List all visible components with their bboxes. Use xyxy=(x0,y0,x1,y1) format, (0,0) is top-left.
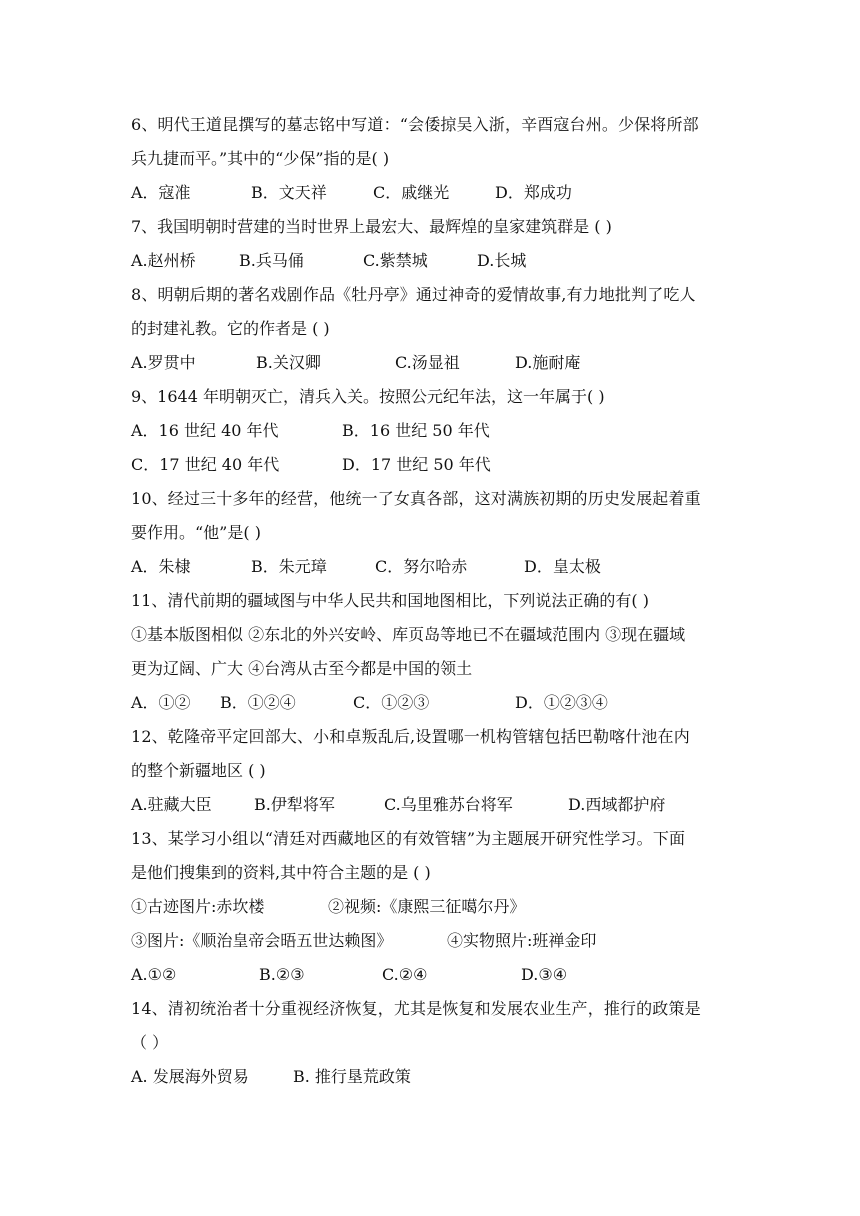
question-14-line-1: 14、清初统治者十分重视经济恢复，尤其是恢复和发展农业生产，推行的政策是 xyxy=(131,999,701,1018)
question-10-line-2: 要作用。“他”是( ) xyxy=(131,523,261,542)
option-d[interactable]: D.长城 xyxy=(477,251,527,270)
option-c[interactable]: C．努尔哈赤 xyxy=(375,557,468,576)
question-6-line-2: 兵九捷而平。”其中的“少保”指的是( ) xyxy=(131,149,390,168)
option-a[interactable]: A．寇准 xyxy=(131,183,191,202)
item-3: ③图片:《顺治皇帝会晤五世达赖图》 xyxy=(131,931,393,950)
question-11-options xyxy=(131,686,731,720)
option-c[interactable]: C.汤显祖 xyxy=(395,353,460,372)
option-d[interactable]: D．皇太极 xyxy=(524,557,601,576)
question-13-options xyxy=(131,958,731,992)
option-a[interactable]: A.罗贯中 xyxy=(131,353,196,372)
option-c[interactable]: C.紫禁城 xyxy=(363,251,428,270)
option-c[interactable]: C．17 世纪 40 年代 xyxy=(131,455,280,474)
option-b[interactable]: B．朱元璋 xyxy=(251,557,327,576)
option-a[interactable]: A．①② xyxy=(131,693,191,712)
question-7-options xyxy=(131,244,731,278)
option-b[interactable]: B.兵马俑 xyxy=(239,251,304,270)
option-b[interactable]: B.关汉卿 xyxy=(256,353,321,372)
option-a[interactable]: A.赵州桥 xyxy=(131,251,196,270)
question-11-line-1: 11、清代前期的疆域图与中华人民共和国地图相比，下列说法正确的有( ) xyxy=(131,591,649,610)
question-list xyxy=(131,108,731,1094)
question-11-line-3: 更为辽阔、广大 ④台湾从古至今都是中国的领土 xyxy=(131,659,473,678)
option-c[interactable]: C.乌里雅苏台将军 xyxy=(384,795,513,814)
item-4: ④实物照片:班禅金印 xyxy=(447,931,597,950)
option-d[interactable]: D.③④ xyxy=(521,965,568,984)
question-14-options xyxy=(131,1060,731,1094)
question-12-line-2: 的整个新疆地区 ( ) xyxy=(131,761,266,780)
item-1: ①古迹图片:赤坎楼 xyxy=(131,897,265,916)
question-10-line-1: 10、经过三十多年的经营，他统一了女真各部，这对满族初期的历史发展起着重 xyxy=(131,489,701,508)
question-13-items-row-1 xyxy=(131,890,731,924)
question-11-line-2: ①基本版图相似 ②东北的外兴安岭、库页岛等地已不在疆域范围内 ③现在疆域 xyxy=(131,625,686,644)
option-a[interactable]: A．朱棣 xyxy=(131,557,191,576)
option-d[interactable]: D.施耐庵 xyxy=(515,353,581,372)
option-d[interactable]: D．①②③④ xyxy=(515,693,608,712)
option-c[interactable]: C.②④ xyxy=(382,965,428,984)
option-d[interactable]: D．郑成功 xyxy=(495,183,572,202)
option-b[interactable]: B. 推行垦荒政策 xyxy=(293,1067,411,1086)
question-9-options-row-2 xyxy=(131,448,731,482)
option-a[interactable]: A.①② xyxy=(131,965,177,984)
question-9: 9、1644 年明朝灭亡，清兵入关。按照公元纪年法，这一年属于( ) xyxy=(131,387,605,406)
question-6-options xyxy=(131,176,731,210)
question-6-line-1: 6、明代王道昆撰写的墓志铭中写道：“会倭掠吴入浙，辛酉寇台州。少保将所部 xyxy=(131,115,699,134)
question-7: 7、我国明朝时营建的当时世界上最宏大、最辉煌的皇家建筑群是 ( ) xyxy=(131,217,612,236)
question-8-line-1: 8、明朝后期的著名戏剧作品《牡丹亭》通过神奇的爱情故事,有力地批判了吃人 xyxy=(131,285,696,304)
option-c[interactable]: C．①②③ xyxy=(353,693,430,712)
option-b[interactable]: B.伊犁将军 xyxy=(254,795,335,814)
option-a[interactable]: A.驻藏大臣 xyxy=(131,795,212,814)
question-8-options xyxy=(131,346,731,380)
option-d[interactable]: D.西域都护府 xyxy=(568,795,666,814)
question-13-line-2: 是他们搜集到的资料,其中符合主题的是 ( ) xyxy=(131,863,431,882)
question-12-options xyxy=(131,788,731,822)
option-a[interactable]: A．16 世纪 40 年代 xyxy=(131,421,279,440)
question-8-line-2: 的封建礼教。它的作者是 ( ) xyxy=(131,319,330,338)
option-b[interactable]: B.②③ xyxy=(259,965,305,984)
option-b[interactable]: B．16 世纪 50 年代 xyxy=(342,421,490,440)
question-13-line-1: 13、某学习小组以“清廷对西藏地区的有效管辖”为主题展开研究性学习。下面 xyxy=(131,829,686,848)
option-d[interactable]: D．17 世纪 50 年代 xyxy=(342,455,491,474)
question-9-options-row-1 xyxy=(131,414,731,448)
option-a[interactable]: A. 发展海外贸易 xyxy=(131,1067,249,1086)
option-c[interactable]: C．戚继光 xyxy=(373,183,450,202)
item-2: ②视频:《康熙三征噶尔丹》 xyxy=(328,897,526,916)
option-b[interactable]: B．文天祥 xyxy=(251,183,327,202)
question-14-line-2: （ ） xyxy=(131,1033,169,1052)
question-13-items-row-2 xyxy=(131,924,731,958)
question-12-line-1: 12、乾隆帝平定回部大、小和卓叛乱后,设置哪一机构管辖包括巴勒喀什池在内 xyxy=(131,727,690,746)
question-10-options xyxy=(131,550,731,584)
option-b[interactable]: B．①②④ xyxy=(220,693,296,712)
